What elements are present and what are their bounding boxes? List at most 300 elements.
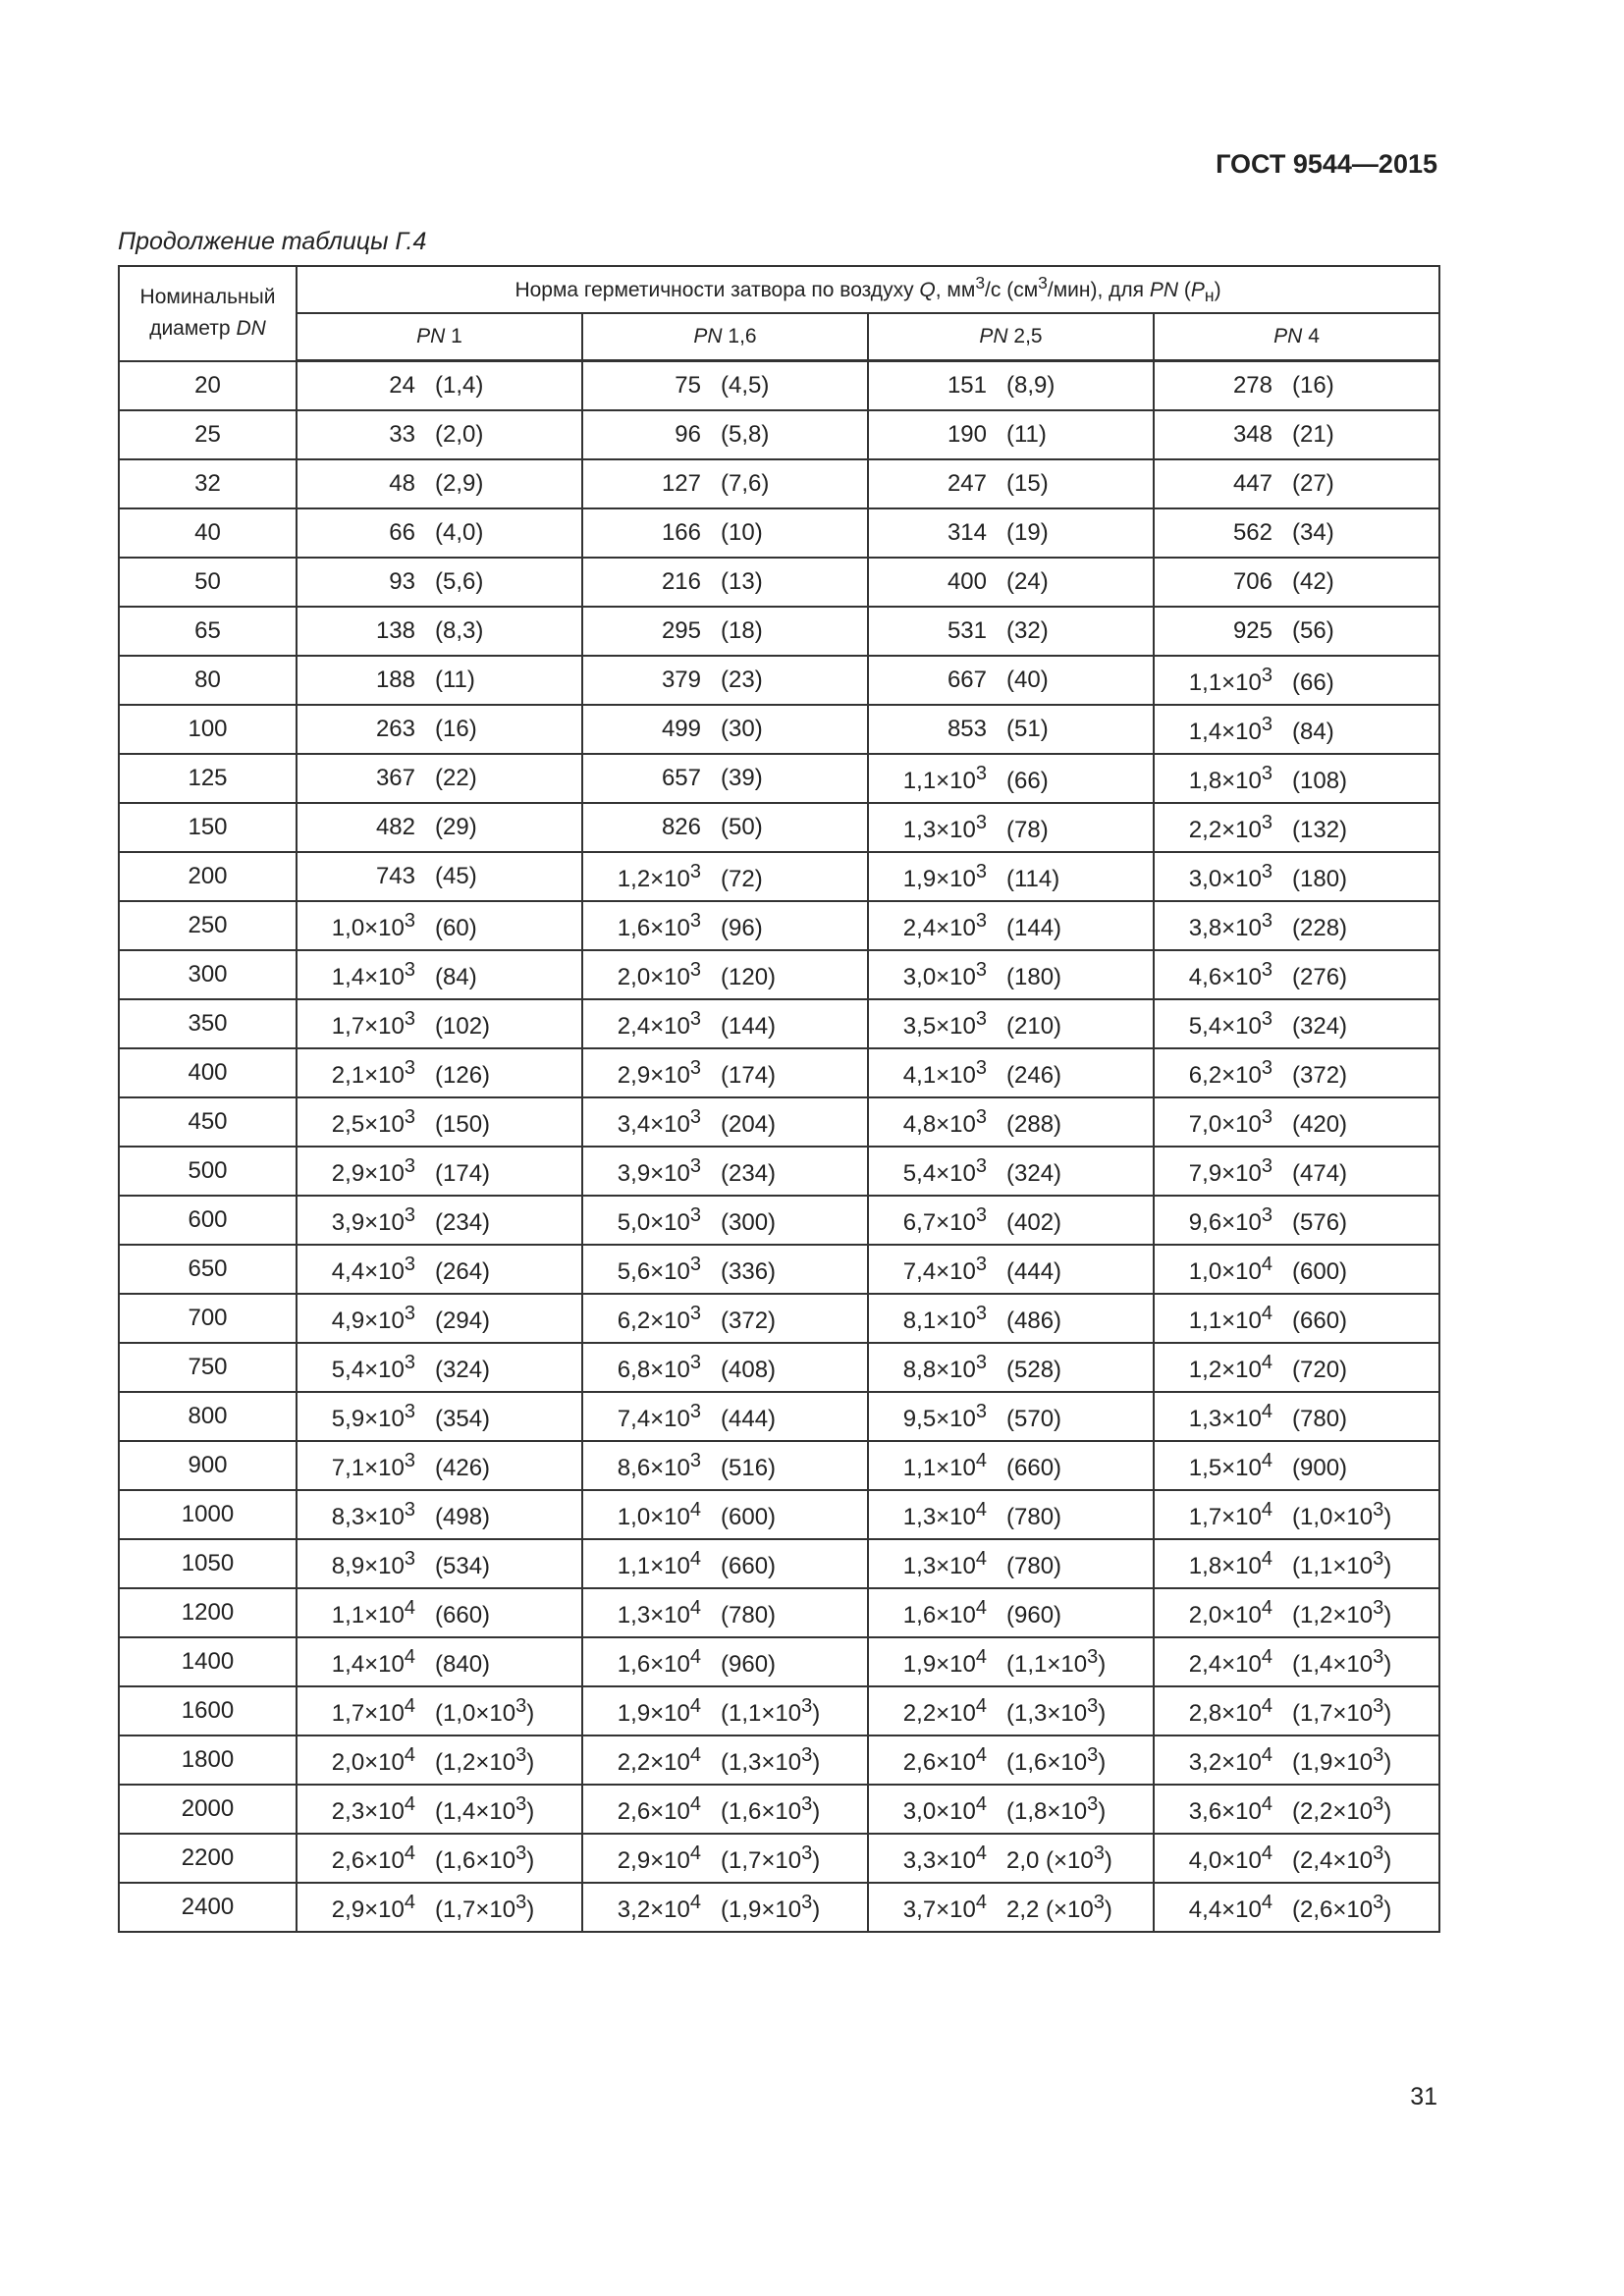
leakage-mm3-value: $8,9\times 10^3$ — [331, 1547, 415, 1579]
leakage-mm3-value: $3,9\times 10^3$ — [617, 1154, 701, 1187]
leakage-cell — [868, 1441, 1154, 1490]
table-row — [119, 459, 1439, 508]
leakage-cell — [582, 1834, 868, 1883]
table-row — [119, 1490, 1439, 1539]
leakage-mm3-value: $6,8\times 10^3$ — [617, 1351, 701, 1383]
dn-cell: 32 — [119, 459, 297, 508]
leakage-mm3-value: $1,1\times 10^3$ — [1188, 664, 1272, 696]
leakage-cell — [582, 1490, 868, 1539]
leakage-cm3-value: (7,6) — [721, 470, 770, 497]
leakage-cell — [582, 1196, 868, 1245]
leakage-mm3-value: 33 — [389, 421, 415, 448]
pn-column-header: PN 2,5 — [868, 313, 1154, 361]
leakage-cm3-value: (51) — [1006, 716, 1049, 742]
leakage-mm3-value: 314 — [947, 519, 987, 546]
leakage-cm3-value: (66) — [1006, 767, 1049, 794]
table-row — [119, 1539, 1439, 1588]
table-row — [119, 508, 1439, 558]
table-row — [119, 1735, 1439, 1785]
leakage-mm3-value: $2,6\times 10^4$ — [902, 1743, 987, 1776]
leakage-cell — [297, 1834, 582, 1883]
leakage-mm3-value: $1,5\times 10^4$ — [1188, 1449, 1272, 1481]
leakage-mm3-value: $1,1\times 10^4$ — [617, 1547, 701, 1579]
leakage-cell — [1154, 1245, 1439, 1294]
dn-cell: 125 — [119, 754, 297, 803]
leakage-mm3-value: $3,7\times 10^4$ — [902, 1891, 987, 1923]
table-row — [119, 950, 1439, 999]
leakage-cell — [582, 508, 868, 558]
leakage-table — [118, 265, 1440, 1933]
leakage-cm3-value: (108) — [1292, 767, 1348, 794]
leakage-cell — [297, 607, 582, 656]
leakage-cm3-value: (11) — [1006, 421, 1047, 448]
leakage-mm3-value: $2,9\times 10^4$ — [617, 1842, 701, 1874]
leakage-cell — [297, 1785, 582, 1834]
leakage-cm3-value: (78) — [1006, 816, 1049, 843]
leakage-mm3-value: 216 — [661, 568, 701, 595]
dn-cell: 400 — [119, 1048, 297, 1097]
leakage-cm3-value: (40) — [1006, 667, 1049, 693]
leakage-cm3-value: (474) — [1292, 1159, 1348, 1187]
leakage-cell — [1154, 901, 1439, 950]
table-row — [119, 1343, 1439, 1392]
leakage-mm3-value: $1,3\times 10^4$ — [1188, 1400, 1272, 1432]
leakage-cell — [582, 1686, 868, 1735]
leakage-cm3-value: (276) — [1292, 963, 1348, 990]
leakage-cell — [868, 558, 1154, 607]
leakage-cell — [582, 705, 868, 754]
leakage-cell — [1154, 558, 1439, 607]
leakage-mm3-value: $7,0\times 10^3$ — [1188, 1105, 1272, 1138]
leakage-cell — [582, 852, 868, 901]
dn-cell: 150 — [119, 803, 297, 852]
leakage-cm3-value: (2,9) — [435, 470, 484, 497]
leakage-cm3-value: (39) — [721, 765, 763, 791]
leakage-norm-header: Норма герметичности затвора по воздуху Q, $мм^3/с$ $(см^3/мин)$, для PN $(P_н)$ — [297, 266, 1439, 313]
dn-cell: 1600 — [119, 1686, 297, 1735]
leakage-cell — [1154, 656, 1439, 705]
leakage-mm3-value: 166 — [661, 519, 701, 546]
leakage-cell — [582, 901, 868, 950]
leakage-mm3-value: $9,5\times 10^3$ — [902, 1400, 987, 1432]
leakage-cm3-value: (32) — [1006, 617, 1049, 644]
dn-column-header: Номинальный диаметр DN — [119, 266, 297, 361]
leakage-mm3-value: $1,1\times 10^3$ — [902, 762, 987, 794]
leakage-mm3-value: 667 — [947, 667, 987, 693]
leakage-cm3-value: $(1,8\times 10^3)$ — [1006, 1792, 1107, 1825]
leakage-cell — [582, 558, 868, 607]
leakage-mm3-value: $2,5\times 10^3$ — [331, 1105, 415, 1138]
leakage-cm3-value: (8,9) — [1006, 372, 1056, 399]
leakage-cell — [297, 754, 582, 803]
leakage-cm3-value: (294) — [435, 1307, 491, 1334]
leakage-mm3-value: 925 — [1232, 617, 1272, 644]
leakage-mm3-value: $4,9\times 10^3$ — [331, 1302, 415, 1334]
dn-cell: 40 — [119, 508, 297, 558]
leakage-cm3-value: (210) — [1006, 1012, 1062, 1040]
leakage-cell — [297, 1686, 582, 1735]
leakage-cell — [582, 1343, 868, 1392]
leakage-cell — [297, 459, 582, 508]
leakage-mm3-value: 247 — [947, 470, 987, 497]
leakage-mm3-value: 75 — [675, 372, 701, 399]
leakage-mm3-value: $1,6\times 10^4$ — [617, 1645, 701, 1678]
leakage-cm3-value: (528) — [1006, 1356, 1062, 1383]
leakage-mm3-value: $1,0\times 10^4$ — [617, 1498, 701, 1530]
leakage-mm3-value: $2,0\times 10^4$ — [331, 1743, 415, 1776]
leakage-cell — [297, 508, 582, 558]
leakage-cell — [868, 656, 1154, 705]
leakage-mm3-value: 531 — [947, 617, 987, 644]
leakage-cell — [582, 950, 868, 999]
leakage-cell — [582, 1735, 868, 1785]
leakage-cm3-value: (486) — [1006, 1307, 1062, 1334]
leakage-mm3-value: 379 — [661, 667, 701, 693]
dn-cell: 1200 — [119, 1588, 297, 1637]
leakage-mm3-value: $2,0\times 10^3$ — [617, 958, 701, 990]
leakage-cell — [582, 1441, 868, 1490]
leakage-cm3-value: (840) — [435, 1650, 491, 1678]
dn-cell: 900 — [119, 1441, 297, 1490]
leakage-mm3-value: $3,0\times 10^4$ — [902, 1792, 987, 1825]
leakage-cell — [297, 656, 582, 705]
leakage-cell — [868, 1883, 1154, 1932]
leakage-cell — [1154, 1294, 1439, 1343]
leakage-cm3-value: (204) — [721, 1110, 777, 1138]
leakage-cm3-value: (34) — [1292, 519, 1334, 546]
leakage-cm3-value: (22) — [435, 765, 477, 791]
leakage-mm3-value: $1,2\times 10^3$ — [617, 860, 701, 892]
leakage-mm3-value: $7,9\times 10^3$ — [1188, 1154, 1272, 1187]
leakage-cm3-value: (444) — [1006, 1257, 1062, 1285]
leakage-cell — [1154, 1735, 1439, 1785]
leakage-mm3-value: $3,0\times 10^3$ — [1188, 860, 1272, 892]
leakage-cell — [1154, 607, 1439, 656]
leakage-cm3-value: (180) — [1006, 963, 1062, 990]
leakage-cm3-value: 2,0 $(\times 10^3)$ — [1006, 1842, 1112, 1874]
leakage-cm3-value: $(1,7\times 10^3)$ — [721, 1842, 821, 1874]
leakage-cm3-value: $(1,6\times 10^3)$ — [435, 1842, 535, 1874]
table-row — [119, 656, 1439, 705]
leakage-cm3-value: (426) — [435, 1454, 491, 1481]
leakage-cell — [1154, 1343, 1439, 1392]
leakage-cm3-value: $(1,3\times 10^3)$ — [721, 1743, 821, 1776]
table-row — [119, 1637, 1439, 1686]
leakage-cm3-value: (15) — [1006, 470, 1049, 497]
leakage-cell — [1154, 410, 1439, 459]
leakage-mm3-value: $7,4\times 10^3$ — [902, 1253, 987, 1285]
leakage-cm3-value: (72) — [721, 865, 763, 892]
leakage-mm3-value: 743 — [375, 863, 415, 889]
leakage-cell — [868, 754, 1154, 803]
table-row — [119, 1097, 1439, 1147]
leakage-cm3-value: (23) — [721, 667, 763, 693]
leakage-mm3-value: 826 — [661, 814, 701, 840]
leakage-cm3-value: $(1,4\times 10^3)$ — [435, 1792, 535, 1825]
leakage-cell — [297, 1343, 582, 1392]
leakage-cm3-value: (660) — [435, 1601, 491, 1629]
leakage-mm3-value: $5,4\times 10^3$ — [331, 1351, 415, 1383]
dn-cell: 100 — [119, 705, 297, 754]
leakage-cell — [1154, 754, 1439, 803]
leakage-cell — [297, 1097, 582, 1147]
leakage-mm3-value: $1,4\times 10^4$ — [331, 1645, 415, 1678]
leakage-cell — [1154, 1147, 1439, 1196]
leakage-cm3-value: (900) — [1292, 1454, 1348, 1481]
leakage-cm3-value: (498) — [435, 1503, 491, 1530]
leakage-cm3-value: (288) — [1006, 1110, 1062, 1138]
table-row — [119, 1294, 1439, 1343]
leakage-cell — [868, 1735, 1154, 1785]
leakage-mm3-value: $4,4\times 10^4$ — [1188, 1891, 1272, 1923]
leakage-cell — [297, 1735, 582, 1785]
leakage-cm3-value: (660) — [721, 1552, 777, 1579]
leakage-cm3-value: $(1,4\times 10^3)$ — [1292, 1645, 1392, 1678]
leakage-cell — [297, 1392, 582, 1441]
leakage-mm3-value: $7,1\times 10^3$ — [331, 1449, 415, 1481]
leakage-cell — [297, 852, 582, 901]
leakage-cell — [1154, 1539, 1439, 1588]
leakage-cm3-value: (4,5) — [721, 372, 770, 399]
leakage-mm3-value: 278 — [1232, 372, 1272, 399]
leakage-cell — [868, 852, 1154, 901]
leakage-mm3-value: 400 — [947, 568, 987, 595]
leakage-cm3-value: (50) — [721, 814, 763, 840]
leakage-cell — [868, 901, 1154, 950]
leakage-mm3-value: $2,9\times 10^3$ — [331, 1154, 415, 1187]
dn-cell: 2000 — [119, 1785, 297, 1834]
table-row — [119, 361, 1439, 411]
leakage-cell — [297, 1245, 582, 1294]
leakage-cell — [582, 1785, 868, 1834]
leakage-cm3-value: (576) — [1292, 1208, 1348, 1236]
leakage-mm3-value: $3,5\times 10^3$ — [902, 1007, 987, 1040]
leakage-cell — [297, 558, 582, 607]
leakage-cm3-value: $(2,4\times 10^3)$ — [1292, 1842, 1392, 1874]
leakage-cell — [582, 803, 868, 852]
leakage-cm3-value: (84) — [1292, 718, 1334, 745]
leakage-cm3-value: (45) — [435, 863, 477, 889]
leakage-mm3-value: $2,9\times 10^3$ — [617, 1056, 701, 1089]
leakage-mm3-value: $8,8\times 10^3$ — [902, 1351, 987, 1383]
table-row — [119, 607, 1439, 656]
leakage-cm3-value: (150) — [435, 1110, 491, 1138]
leakage-cm3-value: (10) — [721, 519, 763, 546]
leakage-cm3-value: (144) — [721, 1012, 777, 1040]
leakage-mm3-value: 93 — [389, 568, 415, 595]
leakage-cell — [582, 361, 868, 411]
leakage-cm3-value: (372) — [721, 1307, 777, 1334]
dn-cell: 500 — [119, 1147, 297, 1196]
leakage-cell — [582, 1883, 868, 1932]
dn-cell: 750 — [119, 1343, 297, 1392]
pn-column-header: PN 1,6 — [582, 313, 868, 361]
leakage-mm3-value: $5,9\times 10^3$ — [331, 1400, 415, 1432]
leakage-mm3-value: $4,4\times 10^3$ — [331, 1253, 415, 1285]
leakage-mm3-value: $4,1\times 10^3$ — [902, 1056, 987, 1089]
dn-cell: 650 — [119, 1245, 297, 1294]
leakage-cell — [297, 1196, 582, 1245]
leakage-mm3-value: $6,2\times 10^3$ — [617, 1302, 701, 1334]
leakage-cm3-value: (534) — [435, 1552, 491, 1579]
leakage-cell — [1154, 508, 1439, 558]
leakage-mm3-value: $1,1\times 10^4$ — [331, 1596, 415, 1629]
leakage-cell — [1154, 459, 1439, 508]
leakage-mm3-value: $3,0\times 10^3$ — [902, 958, 987, 990]
leakage-mm3-value: $1,7\times 10^3$ — [331, 1007, 415, 1040]
leakage-cm3-value: (372) — [1292, 1061, 1348, 1089]
leakage-cm3-value: (126) — [435, 1061, 491, 1089]
dn-cell: 350 — [119, 999, 297, 1048]
leakage-cell — [297, 705, 582, 754]
leakage-cell — [297, 1883, 582, 1932]
leakage-cell — [582, 1392, 868, 1441]
leakage-cm3-value: $(1,7\times 10^3)$ — [1292, 1694, 1392, 1727]
table-row — [119, 999, 1439, 1048]
leakage-cell — [868, 1343, 1154, 1392]
leakage-cell — [868, 1392, 1154, 1441]
table-row — [119, 410, 1439, 459]
leakage-cm3-value: (600) — [721, 1503, 777, 1530]
leakage-mm3-value: $1,1\times 10^4$ — [902, 1449, 987, 1481]
leakage-cell — [582, 1097, 868, 1147]
table-row — [119, 1883, 1439, 1932]
leakage-cm3-value: $(1,6\times 10^3)$ — [1006, 1743, 1107, 1776]
leakage-mm3-value: 706 — [1232, 568, 1272, 595]
table-caption: Продолжение таблицы Г.4 — [118, 228, 427, 255]
leakage-cell — [582, 1294, 868, 1343]
leakage-mm3-value: 190 — [947, 421, 987, 448]
leakage-cm3-value: (1,4) — [435, 372, 484, 399]
leakage-cm3-value: (420) — [1292, 1110, 1348, 1138]
leakage-cell — [1154, 999, 1439, 1048]
leakage-cm3-value: (66) — [1292, 668, 1334, 696]
leakage-mm3-value: $9,6\times 10^3$ — [1188, 1203, 1272, 1236]
dn-cell: 600 — [119, 1196, 297, 1245]
dn-cell: 20 — [119, 361, 297, 411]
table-row — [119, 1588, 1439, 1637]
leakage-mm3-value: $1,9\times 10^3$ — [902, 860, 987, 892]
leakage-cm3-value: (2,0) — [435, 421, 484, 448]
table-row — [119, 558, 1439, 607]
leakage-cm3-value: (5,6) — [435, 568, 484, 595]
leakage-cell — [297, 1539, 582, 1588]
leakage-cm3-value: (516) — [721, 1454, 777, 1481]
leakage-cell — [582, 1245, 868, 1294]
leakage-cell — [868, 1294, 1154, 1343]
leakage-cm3-value: (600) — [1292, 1257, 1348, 1285]
leakage-cm3-value: (56) — [1292, 617, 1334, 644]
leakage-cm3-value: (264) — [435, 1257, 491, 1285]
dn-cell: 1800 — [119, 1735, 297, 1785]
table-row — [119, 1686, 1439, 1735]
leakage-mm3-value: 127 — [661, 470, 701, 497]
leakage-cell — [1154, 803, 1439, 852]
leakage-mm3-value: $2,0\times 10^4$ — [1188, 1596, 1272, 1629]
leakage-cm3-value: $(1,2\times 10^3)$ — [435, 1743, 535, 1776]
dn-cell: 1050 — [119, 1539, 297, 1588]
leakage-cm3-value: (246) — [1006, 1061, 1062, 1089]
dn-cell: 2200 — [119, 1834, 297, 1883]
leakage-cell — [1154, 1196, 1439, 1245]
leakage-mm3-value: $3,2\times 10^4$ — [617, 1891, 701, 1923]
leakage-mm3-value: 96 — [675, 421, 701, 448]
leakage-mm3-value: $6,2\times 10^3$ — [1188, 1056, 1272, 1089]
leakage-mm3-value: $5,4\times 10^3$ — [1188, 1007, 1272, 1040]
leakage-cell — [1154, 1883, 1439, 1932]
leakage-cell — [297, 1637, 582, 1686]
leakage-mm3-value: $2,2\times 10^3$ — [1188, 811, 1272, 843]
dn-cell: 1400 — [119, 1637, 297, 1686]
leakage-mm3-value: $1,8\times 10^3$ — [1188, 762, 1272, 794]
leakage-mm3-value: $6,7\times 10^3$ — [902, 1203, 987, 1236]
leakage-cell — [868, 1097, 1154, 1147]
dn-cell: 800 — [119, 1392, 297, 1441]
leakage-cell — [582, 656, 868, 705]
leakage-mm3-value: $2,4\times 10^3$ — [617, 1007, 701, 1040]
leakage-cm3-value: (354) — [435, 1405, 491, 1432]
dn-cell: 200 — [119, 852, 297, 901]
leakage-mm3-value: $4,8\times 10^3$ — [902, 1105, 987, 1138]
leakage-cell — [868, 1245, 1154, 1294]
leakage-cm3-value: 2,2 $(\times 10^3)$ — [1006, 1891, 1112, 1923]
leakage-mm3-value: $1,3\times 10^4$ — [617, 1596, 701, 1629]
leakage-cell — [1154, 1392, 1439, 1441]
leakage-cm3-value: (402) — [1006, 1208, 1062, 1236]
leakage-mm3-value: 853 — [947, 716, 987, 742]
table-row — [119, 901, 1439, 950]
table-row — [119, 754, 1439, 803]
leakage-cm3-value: (42) — [1292, 568, 1334, 595]
table-row — [119, 1245, 1439, 1294]
leakage-mm3-value: $2,6\times 10^4$ — [331, 1842, 415, 1874]
leakage-cm3-value: (60) — [435, 914, 477, 941]
leakage-mm3-value: $5,6\times 10^3$ — [617, 1253, 701, 1285]
leakage-cm3-value: (780) — [721, 1601, 777, 1629]
leakage-cm3-value: (120) — [721, 963, 777, 990]
leakage-cell — [582, 1048, 868, 1097]
leakage-cell — [1154, 852, 1439, 901]
leakage-cell — [297, 803, 582, 852]
leakage-mm3-value: $5,0\times 10^3$ — [617, 1203, 701, 1236]
leakage-cell — [1154, 1588, 1439, 1637]
leakage-cm3-value: (570) — [1006, 1405, 1062, 1432]
leakage-cell — [868, 1048, 1154, 1097]
table-row — [119, 1147, 1439, 1196]
leakage-mm3-value: $8,6\times 10^3$ — [617, 1449, 701, 1481]
leakage-cell — [582, 1637, 868, 1686]
leakage-cm3-value: $(1,0\times 10^3)$ — [1292, 1498, 1392, 1530]
leakage-mm3-value: 48 — [389, 470, 415, 497]
leakage-mm3-value: $3,4\times 10^3$ — [617, 1105, 701, 1138]
leakage-mm3-value: $1,7\times 10^4$ — [331, 1694, 415, 1727]
leakage-mm3-value: $2,3\times 10^4$ — [331, 1792, 415, 1825]
leakage-mm3-value: 188 — [375, 667, 415, 693]
leakage-mm3-value: 24 — [389, 372, 415, 399]
leakage-cm3-value: (336) — [721, 1257, 777, 1285]
leakage-mm3-value: $1,4\times 10^3$ — [1188, 713, 1272, 745]
leakage-cell — [1154, 950, 1439, 999]
dn-cell: 1000 — [119, 1490, 297, 1539]
leakage-mm3-value: $1,3\times 10^3$ — [902, 811, 987, 843]
leakage-cell — [1154, 1441, 1439, 1490]
leakage-cm3-value: (27) — [1292, 470, 1334, 497]
leakage-mm3-value: $3,9\times 10^3$ — [331, 1203, 415, 1236]
leakage-mm3-value: 66 — [389, 519, 415, 546]
leakage-cell — [868, 705, 1154, 754]
leakage-mm3-value: 151 — [947, 372, 987, 399]
leakage-mm3-value: 499 — [661, 716, 701, 742]
